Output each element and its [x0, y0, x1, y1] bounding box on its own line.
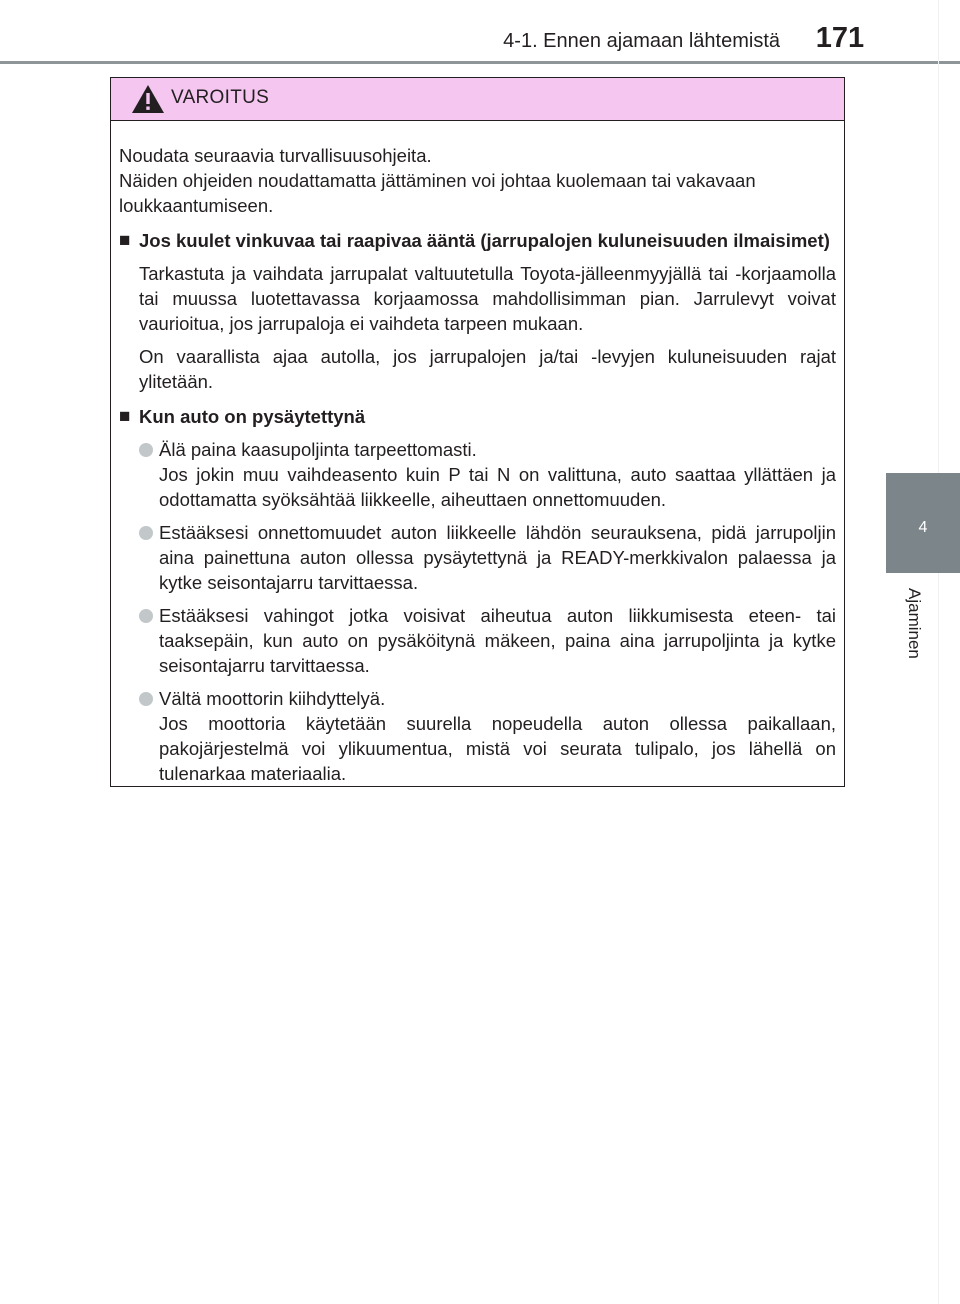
bullet-line: Estääksesi vahingot jotka voisivat aiheutua auton liikkumisesta eteen- tai taaksepäin, kun auto on pysäköitynä mäkeen, paina aina jarrupoljinta ja kytke seisontajarru tarvittaessa. — [159, 605, 836, 676]
header-section-title: 4-1. Ennen ajamaan lähtemistä — [503, 30, 780, 52]
circle-bullet-icon — [139, 609, 153, 623]
bullet-line: Jos jokin muu vaihdeasento kuin P tai N on valittuna, auto saattaa yllättäen ja odottamatta syöksähtää liikkeelle, aiheuttaen onnettomuuden. — [159, 464, 836, 510]
header-rule — [0, 61, 960, 64]
intro-line: Noudata seuraavia turvallisuusohjeita. — [119, 145, 432, 166]
chapter-number: 4 — [918, 519, 928, 536]
list-item — [139, 437, 836, 512]
bullet-line: Jos moottoria käytetään suurella nopeudella auton ollessa paikallaan, pakojärjestelmä voi ylikuumentua, mistä voi seurata tulipalo, jos lähellä on tulenarkaa materiaalia. — [159, 713, 836, 784]
circle-bullet-icon — [139, 526, 153, 540]
square-bullet-icon: ■ — [119, 406, 131, 427]
bullet-line: Estääksesi onnettomuudet auton liikkeelle lähdön seurauksena, pidä jarrupoljin aina painettuna auton ollessa pysäytettynä ja READY-merkkivalon palaessa ja kytke seisontajarru tarvittaessa. — [159, 522, 836, 593]
chapter-title: Ajaminen — [905, 588, 924, 659]
intro-line: Näiden ohjeiden noudattamatta jättäminen voi johtaa kuolemaan tai vakavaan loukkaantumiseen. — [119, 170, 756, 216]
warning-intro — [119, 143, 836, 218]
circle-bullet-icon — [139, 443, 153, 457]
warning-triangle-icon — [131, 84, 165, 114]
chapter-tab — [886, 473, 960, 573]
list-item — [139, 686, 836, 786]
list-item — [139, 520, 836, 595]
side-rule — [938, 0, 939, 1304]
bullet-line: Älä paina kaasupoljinta tarpeettomasti. — [159, 439, 477, 460]
warning-box — [110, 77, 845, 787]
circle-bullet-icon — [139, 692, 153, 706]
square-bullet-icon: ■ — [119, 230, 131, 251]
warning-body — [111, 121, 844, 786]
section-heading — [119, 404, 836, 429]
warning-header — [111, 78, 844, 121]
page-number: 171 — [815, 22, 865, 54]
paragraph: Tarkastuta ja vaihdata jarrupalat valtuutetulla Toyota-jälleenmyyjällä tai -korjaamolla tai muussa luotettavassa korjaamossa mahdollisimman pian. Jarrulevyt voivat vaurioitua, jos jarrupaloja ei vaihdeta tarpeen mukaan. — [139, 263, 836, 334]
list-item — [139, 603, 836, 678]
warning-title: VAROITUS — [171, 87, 270, 108]
section-heading-text: Kun auto on pysäytettynä — [139, 406, 366, 427]
section-heading-text: Jos kuulet vinkuvaa tai raapivaa ääntä (jarrupalojen kuluneisuuden ilmaisimet) — [139, 230, 830, 251]
paragraph: On vaarallista ajaa autolla, jos jarrupalojen ja/tai -levyjen kuluneisuuden rajat ylitetään. — [139, 346, 836, 392]
bullet-line: Vältä moottorin kiihdyttelyä. — [159, 688, 386, 709]
section-heading — [119, 228, 836, 253]
